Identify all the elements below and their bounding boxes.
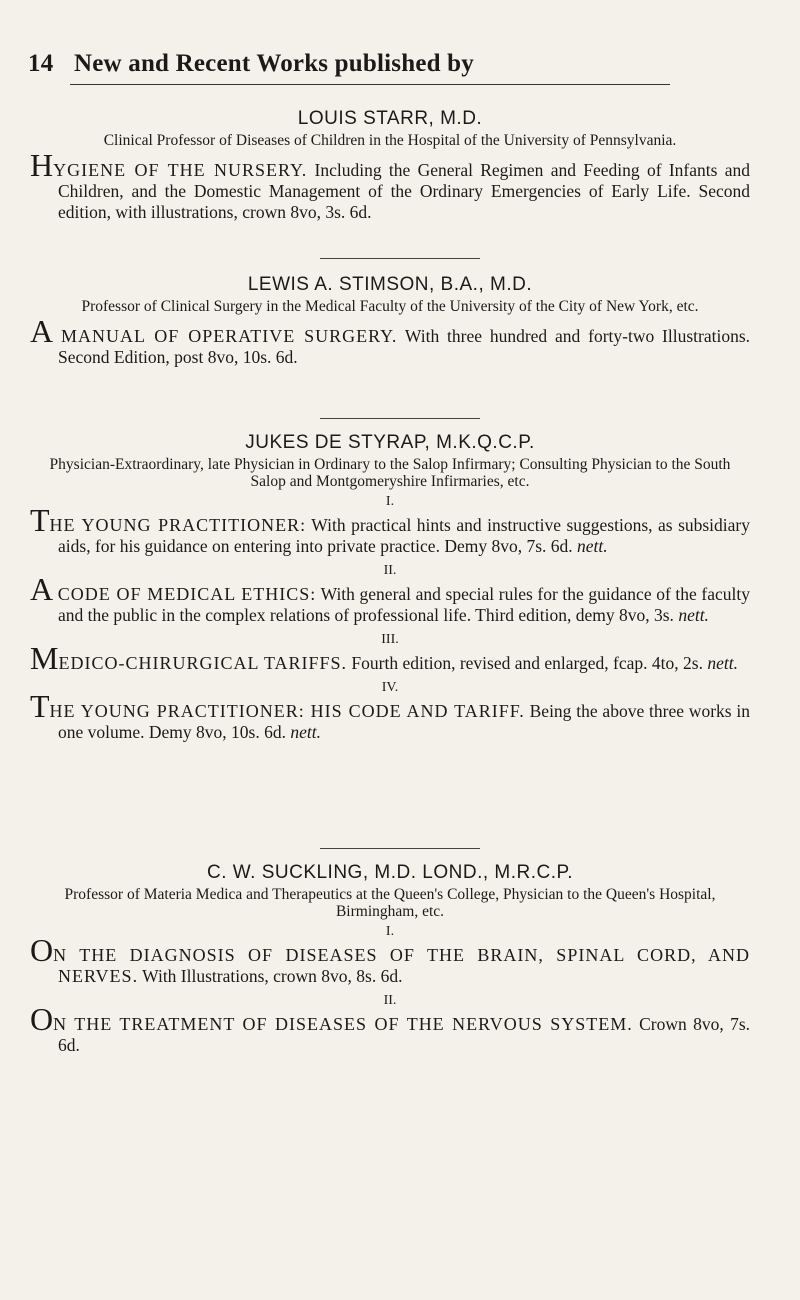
book-title: HE YOUNG PRACTITIONER: HIS CODE AND TARIFF.: [49, 701, 525, 721]
book-title: CODE OF MEDICAL ETHICS:: [57, 584, 317, 604]
page-number: 14: [28, 50, 54, 77]
drop-cap: A: [30, 571, 54, 607]
drop-cap: O: [30, 932, 54, 968]
book-description: With Illustrations, crown 8vo, 8s. 6d.: [142, 966, 403, 986]
work-number: IV.: [381, 680, 399, 695]
work-number: I.: [385, 924, 395, 939]
author-name: JUKES DE STYRAP, M.K.Q.C.P.: [245, 432, 535, 453]
author-credentials: Physician-Extraordinary, late Physician in Ordinary to the Salop Infirmary; Consulting Physician to the South Salop and Montgomeryshire Infirmaries, etc.: [49, 456, 731, 490]
section-divider: [320, 848, 480, 849]
book-title: HE YOUNG PRACTITIONER:: [49, 515, 307, 535]
book-description: Being the above three works in one volume. Demy 8vo, 10s. 6d.: [58, 701, 751, 742]
author-block-starr: [30, 108, 750, 223]
book-title: YGIENE OF THE NURSERY.: [53, 160, 308, 180]
book-entry: [30, 571, 750, 626]
book-entry: [30, 313, 751, 368]
author-credentials: Clinical Professor of Diseases of Children in the Hospital of the University of Pennsylvania.: [103, 132, 677, 149]
work-number: I.: [385, 494, 395, 509]
drop-cap: H: [30, 147, 54, 183]
work-number: III.: [381, 632, 399, 647]
book-entry: [30, 502, 751, 557]
book-entry: [30, 147, 750, 223]
author-name: LOUIS STARR, M.D.: [297, 108, 483, 129]
book-title: MANUAL OF OPERATIVE SURGERY.: [60, 326, 398, 346]
book-title: EDICO-CHIRURGICAL TARIFFS.: [58, 653, 348, 673]
author-name: C. W. SUCKLING, M.D. LOND., M.R.C.P.: [206, 862, 574, 883]
work-number: II.: [383, 993, 397, 1008]
author-block-styrap: [30, 432, 750, 743]
price-suffix: nett.: [290, 722, 321, 742]
book-title: N THE TREATMENT OF DISEASES OF THE NERVOUS SYSTEM.: [53, 1014, 633, 1034]
section-divider: [320, 258, 480, 259]
book-entry: [30, 640, 750, 676]
book-description: With practical hints and instructive suggestions, as subsidiary aids, for his guidance on entering into private practice. Demy 8vo, 7s. 6d.: [58, 515, 751, 556]
book-description: With general and special rules for the guidance of the faculty and the public in the complex relations of professional life. Third edition, demy 8vo, 3s.: [58, 584, 750, 625]
running-header: [28, 50, 668, 78]
drop-cap: M: [30, 640, 59, 676]
author-name: LEWIS A. STIMSON, B.A., M.D.: [247, 274, 533, 295]
book-entry: [30, 1001, 750, 1056]
book-title: N THE DIAGNOSIS OF DISEASES OF THE BRAIN, SPINAL CORD, AND NERVES.: [53, 945, 750, 986]
running-title: New and Recent Works published by: [74, 50, 474, 77]
author-credentials: Professor of Materia Medica and Therapeutics at the Queen's College, Physician to the Queen's Hospital, Birmingham, etc.: [64, 886, 716, 920]
price-suffix: nett.: [707, 653, 738, 673]
book-description: With three hundred and forty-two Illustrations. Second Edition, post 8vo, 10s. 6d.: [58, 326, 751, 367]
drop-cap: T: [30, 688, 50, 724]
price-suffix: nett.: [577, 536, 608, 556]
drop-cap: A: [30, 313, 54, 349]
book-entry: [30, 932, 750, 987]
book-description: Crown 8vo, 7s. 6d.: [58, 1014, 750, 1055]
price-suffix: nett.: [678, 605, 709, 625]
header-rule: [70, 84, 670, 85]
author-block-suckling: [30, 862, 750, 1056]
drop-cap: O: [30, 1001, 54, 1037]
work-number: II.: [383, 563, 397, 578]
author-block-stimson: [30, 274, 750, 368]
book-description: Fourth edition, revised and enlarged, fcap. 4to, 2s.: [351, 653, 703, 673]
drop-cap: T: [30, 502, 50, 538]
section-divider: [320, 418, 480, 419]
book-entry: [30, 688, 751, 743]
book-description: Including the General Regimen and Feeding of Infants and Children, and the Domestic Management of the Ordinary Emergencies of Early Life. Second edition, with illustrations, crown 8vo, 3s. 6d.: [58, 160, 750, 222]
author-credentials: Professor of Clinical Surgery in the Medical Faculty of the University of the City of New York, etc.: [81, 298, 699, 315]
